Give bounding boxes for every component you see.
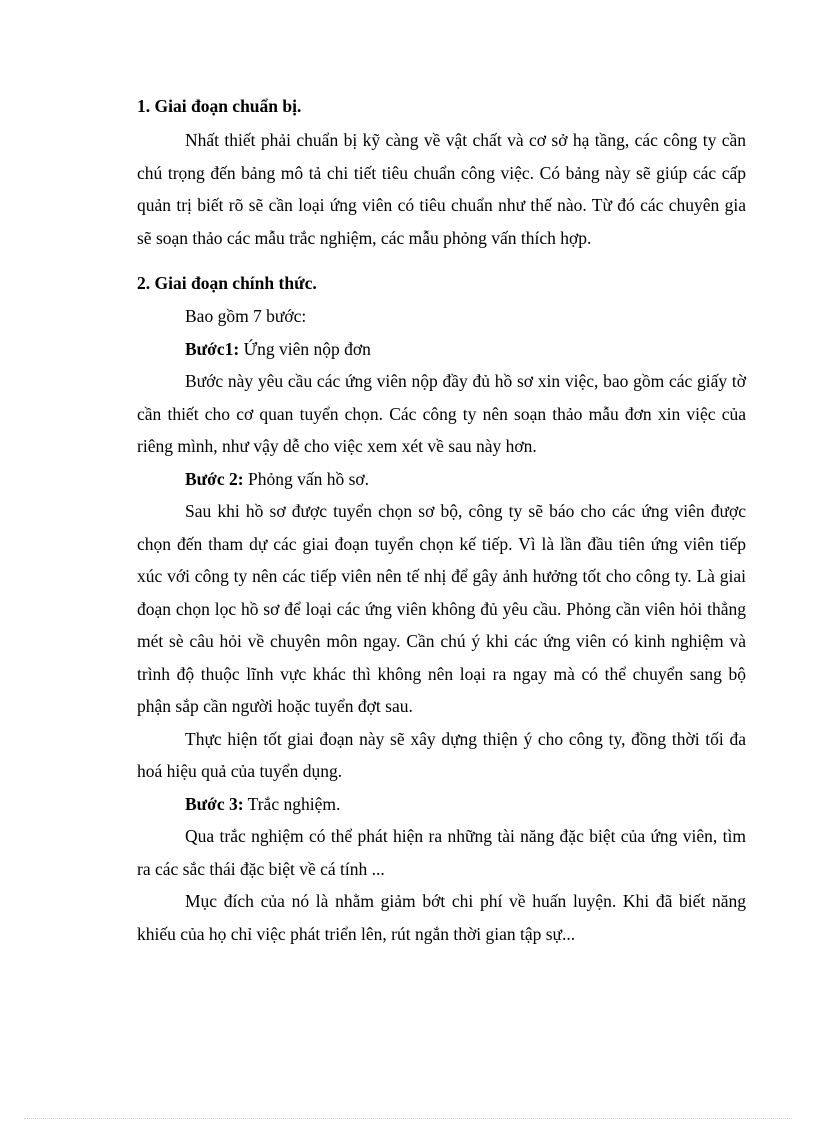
step-3-label: Bước 3: [185,793,244,814]
step-1-paragraph: Bước này yêu cầu các ứng viên nộp đầy đủ hồ sơ xin việc, bao gồm các giấy tờ cần thiết cho cơ quan tuyển chọn. Các công ty nên soạn thảo mẫu đơn xin việc của riêng mình, như vậy dễ cho việc xem xét về sau này hơn. [137,371,746,456]
step-3-title [137,788,746,821]
step-2-title [137,463,746,496]
step-2-title-text: Phỏng vấn hồ sơ. [243,468,370,489]
section-2-heading: 2. Giai đoạn chính thức. [137,273,317,293]
section-2-intro: Bao gồm 7 bước: [185,306,307,326]
step-3-paragraph-1: Qua trắc nghiệm có thể phát hiện ra những tài năng đặc biệt của ứng viên, tìm ra các sắc thái đặc biệt về cá tính ... [137,826,746,879]
step-1-label: Bước1: [185,338,240,359]
document-page [137,90,746,950]
section-1-heading: 1. Giai đoạn chuẩn bị. [137,96,302,116]
step-2-label: Bước 2: [185,468,244,489]
page-bottom-divider [24,1118,792,1119]
step-3-paragraph-2: Mục đích của nó là nhằm giảm bớt chi phí về huấn luyện. Khi đã biết năng khiếu của họ chỉ việc phát triển lên, rút ngắn thời gian tập sự... [137,891,746,944]
step-1-title [137,333,746,366]
step-3-title-text: Trắc nghiệm. [243,793,341,814]
step-1-title-text: Ứng viên nộp đơn [239,338,371,359]
section-1-paragraph: Nhất thiết phải chuẩn bị kỹ càng về vật chất và cơ sở hạ tầng, các công ty cần chú trọng đến bảng mô tả chi tiết tiêu chuẩn công việc. Có bảng này sẽ giúp các cấp quản trị biết rõ sẽ cần loại ứng viên có tiêu chuẩn như thế nào. Từ đó các chuyên gia sẽ soạn thảo các mẫu trắc nghiệm, các mẫu phỏng vấn thích hợp. [137,130,746,248]
step-2-paragraph-1: Sau khi hồ sơ được tuyển chọn sơ bộ, công ty sẽ báo cho các ứng viên được chọn đến tham dự các giai đoạn tuyển chọn kế tiếp. Vì là lần đầu tiên ứng viên tiếp xúc với công ty nên các tiếp viên nên tế nhị để gây ảnh hưởng tốt cho công ty. Là giai đoạn chọn lọc hồ sơ để loại các ứng viên không đủ yêu cầu. Phỏng cần viên hỏi thẳng mét sè câu hỏi về chuyên môn ngay. Cần chú ý khi các ứng viên có kinh nghiệm và trình độ thuộc lĩnh vực khác thì không nên loại ra ngay mà có thể chuyển sang bộ phận sắp cần người hoặc tuyển đợt sau. [137,501,746,716]
step-2-paragraph-2: Thực hiện tốt giai đoạn này sẽ xây dựng thiện ý cho công ty, đồng thời tối đa hoá hiệu quả của tuyển dụng. [137,728,746,781]
